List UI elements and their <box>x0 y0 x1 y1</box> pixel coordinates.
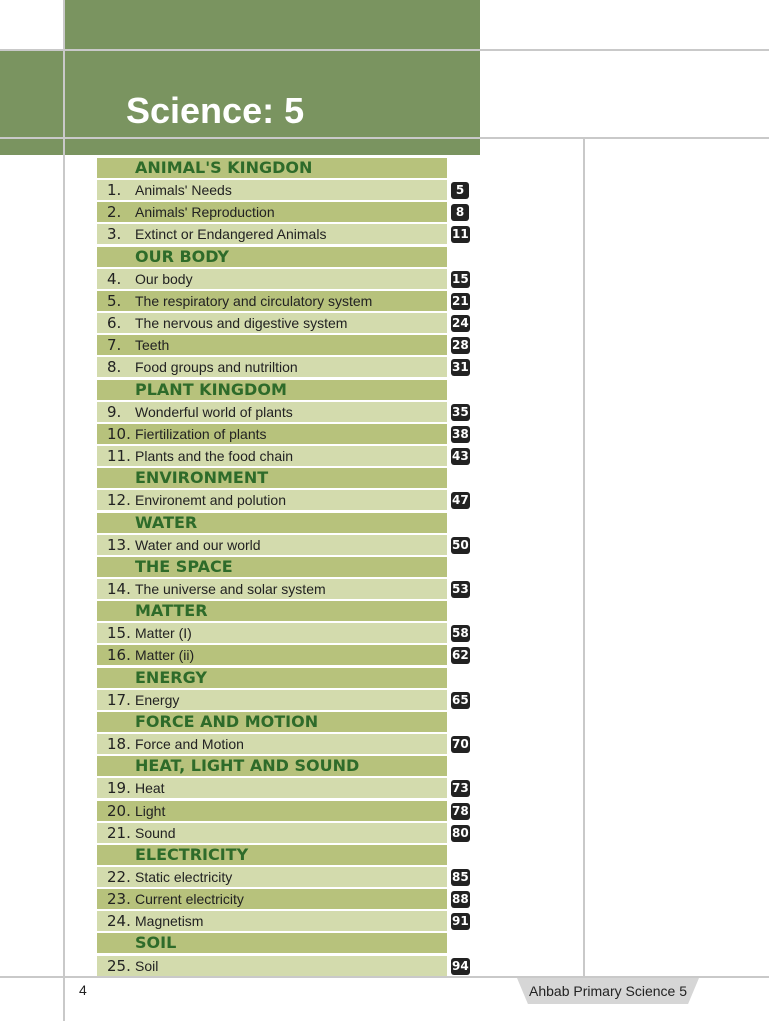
page-badge: 62 <box>452 648 469 663</box>
section-title: FORCE AND MOTION <box>135 711 319 731</box>
toc-entry <box>97 445 475 467</box>
toc-entry <box>97 356 475 378</box>
chapter-title: Sound <box>135 824 176 841</box>
chapter-number: 24. <box>107 912 131 931</box>
page-badge: 58 <box>452 626 469 641</box>
page-badge: 28 <box>452 338 469 353</box>
toc-section-heading <box>97 379 475 401</box>
section-title: ELECTRICITY <box>135 844 249 864</box>
chapter-title: Force and Motion <box>135 736 244 753</box>
chapter-number: 18. <box>107 735 131 754</box>
toc-entry <box>97 733 475 755</box>
toc-entry <box>97 578 475 600</box>
toc-entry <box>97 334 475 356</box>
chapter-title: Our body <box>135 270 193 287</box>
chapter-number: 7. <box>107 336 122 355</box>
toc-entry <box>97 179 475 201</box>
chapter-number: 11. <box>107 447 131 466</box>
section-title: WATER <box>135 512 198 532</box>
toc-section-heading <box>97 844 475 866</box>
chapter-number: 13. <box>107 535 131 554</box>
section-title: ENVIRONMENT <box>135 468 269 488</box>
chapter-title: The universe and solar system <box>135 580 326 597</box>
toc-entry <box>97 489 475 511</box>
chapter-title: Animals' Reproduction <box>135 204 275 221</box>
page-badge: 11 <box>452 227 469 242</box>
toc-section-heading <box>97 600 475 622</box>
page-badge: 43 <box>452 449 469 464</box>
chapter-number: 5. <box>107 291 122 310</box>
chapter-number: 2. <box>107 203 122 222</box>
chapter-title: Soil <box>135 957 159 974</box>
page-badge: 94 <box>452 958 469 973</box>
footer-label: Ahbab Primary Science 5 <box>529 983 687 999</box>
guide-line-header <box>0 137 769 139</box>
toc-section-heading <box>97 556 475 578</box>
chapter-number: 19. <box>107 779 131 798</box>
page-badge: 21 <box>452 293 469 308</box>
page-badge: 73 <box>452 781 469 796</box>
page-badge: 88 <box>452 892 469 907</box>
section-title: OUR BODY <box>135 246 229 266</box>
chapter-number: 20. <box>107 801 131 820</box>
page-badge: 31 <box>452 360 469 375</box>
toc-entry <box>97 201 475 223</box>
guide-line-right <box>583 137 585 977</box>
chapter-number: 14. <box>107 579 131 598</box>
page-badge: 50 <box>452 537 469 552</box>
chapter-number: 3. <box>107 225 122 244</box>
guide-line-top <box>0 49 769 51</box>
chapter-title: Current electricity <box>135 891 244 908</box>
toc-section-heading <box>97 157 475 179</box>
toc-entry <box>97 910 475 932</box>
chapter-title: Water and our world <box>135 536 261 553</box>
chapter-title: Matter (I) <box>135 625 192 642</box>
toc-entry <box>97 622 475 644</box>
chapter-title: Fiertilization of plants <box>135 425 267 442</box>
chapter-title: Environemt and polution <box>135 492 286 509</box>
chapter-title: The respiratory and circulatory system <box>135 292 373 309</box>
chapter-number: 16. <box>107 646 131 665</box>
toc-section-heading <box>97 467 475 489</box>
guide-line-left <box>63 0 65 1021</box>
page-badge: 38 <box>452 426 469 441</box>
page-number: 4 <box>79 982 87 998</box>
toc-section-heading <box>97 667 475 689</box>
section-title: ANIMAL'S KINGDON <box>135 158 313 177</box>
toc-entry <box>97 423 475 445</box>
chapter-number: 25. <box>107 956 131 975</box>
page-badge: 78 <box>452 803 469 818</box>
chapter-title: Food groups and nutriltion <box>135 359 298 376</box>
page-badge: 35 <box>452 404 469 419</box>
section-title: MATTER <box>135 601 208 621</box>
chapter-number: 9. <box>107 402 122 421</box>
section-title: HEAT, LIGHT AND SOUND <box>135 756 360 776</box>
chapter-number: 6. <box>107 314 122 333</box>
toc-entry <box>97 866 475 888</box>
chapter-number: 17. <box>107 690 131 709</box>
page-badge: 80 <box>452 825 469 840</box>
chapter-title: Light <box>135 802 166 819</box>
page-badge: 53 <box>452 581 469 596</box>
toc-entry <box>97 223 475 245</box>
chapter-number: 10. <box>107 424 131 443</box>
chapter-number: 15. <box>107 624 131 643</box>
chapter-title: The nervous and digestive system <box>135 315 348 332</box>
chapter-title: Plants and the food chain <box>135 448 294 465</box>
toc-entry <box>97 777 475 799</box>
chapter-title: Energy <box>135 691 180 708</box>
toc-section-heading <box>97 755 475 777</box>
chapter-number: 23. <box>107 890 131 909</box>
page-badge: 24 <box>452 316 469 331</box>
toc-section-heading <box>97 711 475 733</box>
toc-section-heading <box>97 512 475 534</box>
chapter-number: 12. <box>107 491 131 510</box>
page-badge: 15 <box>452 271 469 286</box>
chapter-title: Extinct or Endangered Animals <box>135 226 327 243</box>
chapter-title: Heat <box>135 780 165 797</box>
page-badge: 91 <box>452 914 469 929</box>
page-title: Science: 5 <box>126 90 305 131</box>
toc-entry <box>97 888 475 910</box>
toc-entry <box>97 268 475 290</box>
toc-entry <box>97 644 475 666</box>
table-of-contents <box>97 157 475 977</box>
chapter-number: 22. <box>107 868 131 886</box>
chapter-number: 4. <box>107 269 122 288</box>
chapter-number: 1. <box>107 181 122 200</box>
chapter-title: Teeth <box>135 337 170 354</box>
section-title: PLANT KINGDOM <box>135 379 287 399</box>
section-title: THE SPACE <box>135 556 233 576</box>
toc-entry <box>97 290 475 312</box>
page-badge: 5 <box>451 182 469 199</box>
chapter-title: Matter (ii) <box>135 647 195 664</box>
chapter-number: 8. <box>107 358 122 377</box>
toc-entry <box>97 800 475 822</box>
section-title: ENERGY <box>135 667 207 687</box>
toc-entry <box>97 689 475 711</box>
page-badge: 65 <box>452 692 469 707</box>
chapter-title: Wonderful world of plants <box>135 403 293 420</box>
section-title: SOIL <box>135 933 177 953</box>
chapter-title: Animals' Needs <box>135 182 232 199</box>
toc-section-heading <box>97 246 475 268</box>
page-badge: 8 <box>451 204 469 221</box>
page-badge: 85 <box>452 870 469 884</box>
toc-entry <box>97 312 475 334</box>
header-bar-top <box>64 0 480 50</box>
chapter-title: Magnetism <box>135 913 204 930</box>
chapter-title: Static electricity <box>135 869 233 885</box>
toc-entry <box>97 822 475 844</box>
toc-entry <box>97 955 475 977</box>
chapter-number: 21. <box>107 823 131 842</box>
page-badge: 47 <box>452 493 469 508</box>
toc-section-heading <box>97 932 475 954</box>
page-badge: 70 <box>452 737 469 752</box>
toc-entry <box>97 534 475 556</box>
toc-entry <box>97 401 475 423</box>
